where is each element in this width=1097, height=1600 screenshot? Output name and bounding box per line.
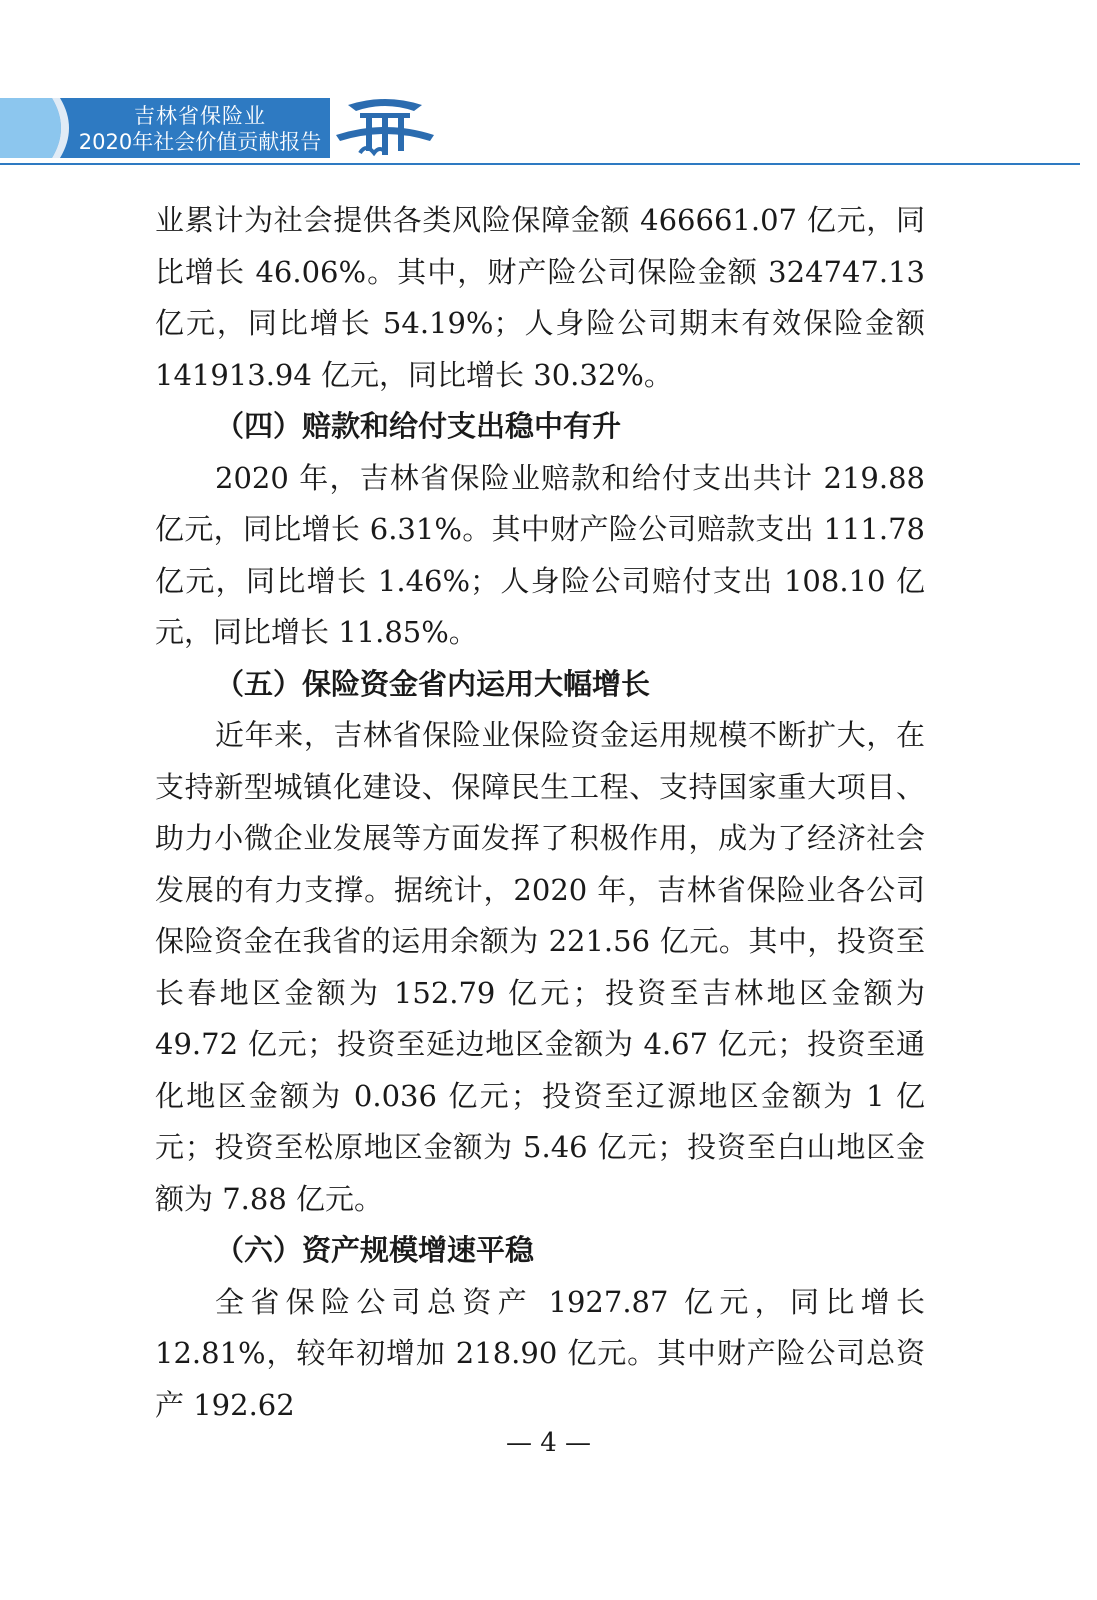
page-number: — 4 —	[505, 1428, 592, 1458]
report-title-line1: 吉林省保险业	[134, 104, 266, 128]
paragraph-fund-usage: 近年来，吉林省保险业保险资金运用规模不断扩大，在支持新型城镇化建设、保障民生工程、支持国家重大项目、助力小微企业发展等方面发挥了积极作用，成为了经济社会发展的有力支撑。据统计，2020 年，吉林省保险业各公司保险资金在我省的运用余额为 221.56 亿元。其中，投资至长春地区金额为 152.79 亿元；投资至吉林地区金额为 49.72 亿元；投资至延边地区金额为 4.67 亿元；投资至通化地区金额为 0.036 亿元；投资至辽源地区金额为 1 亿元；投资至松原地区金额为 5.46 亿元；投资至白山地区金额为 7.88 亿元。	[155, 718, 925, 1216]
section-heading-5: （五）保险资金省内运用大幅增长	[215, 666, 651, 701]
section-heading-4: （四）赔款和给付支出稳中有升	[215, 409, 622, 443]
paragraph-claims: 2020 年，吉林省保险业赔款和给付支出共计 219.88 亿元，同比增长 6.31%。其中财产险公司赔款支出 111.78 亿元，同比增长 1.46%；人身险公司赔付支出 108.10 亿元，同比增长 11.85%。	[155, 460, 925, 649]
header-rule	[0, 163, 1080, 165]
paragraph-risk-coverage: 业累计为社会提供各类风险保障金额 466661.07 亿元，同比增长 46.06%。其中，财产险公司保险金额 324747.13 亿元，同比增长 54.19%；人身险公司期末有效保险金额 141913.94 亿元，同比增长 30.32%。	[155, 203, 925, 392]
report-title	[60, 103, 340, 155]
report-header	[0, 0, 1097, 170]
report-title-line2: 2020年社会价值贡献报告	[78, 130, 322, 154]
page-content	[155, 195, 925, 1431]
pavilion-logo-icon	[330, 95, 440, 161]
section-heading-6: （六）资产规模增速平稳	[215, 1233, 535, 1267]
paragraph-assets: 全省保险公司总资产 1927.87 亿元，同比增长 12.81%，较年初增加 218.90 亿元。其中财产险公司总资产 192.62	[155, 1284, 925, 1422]
